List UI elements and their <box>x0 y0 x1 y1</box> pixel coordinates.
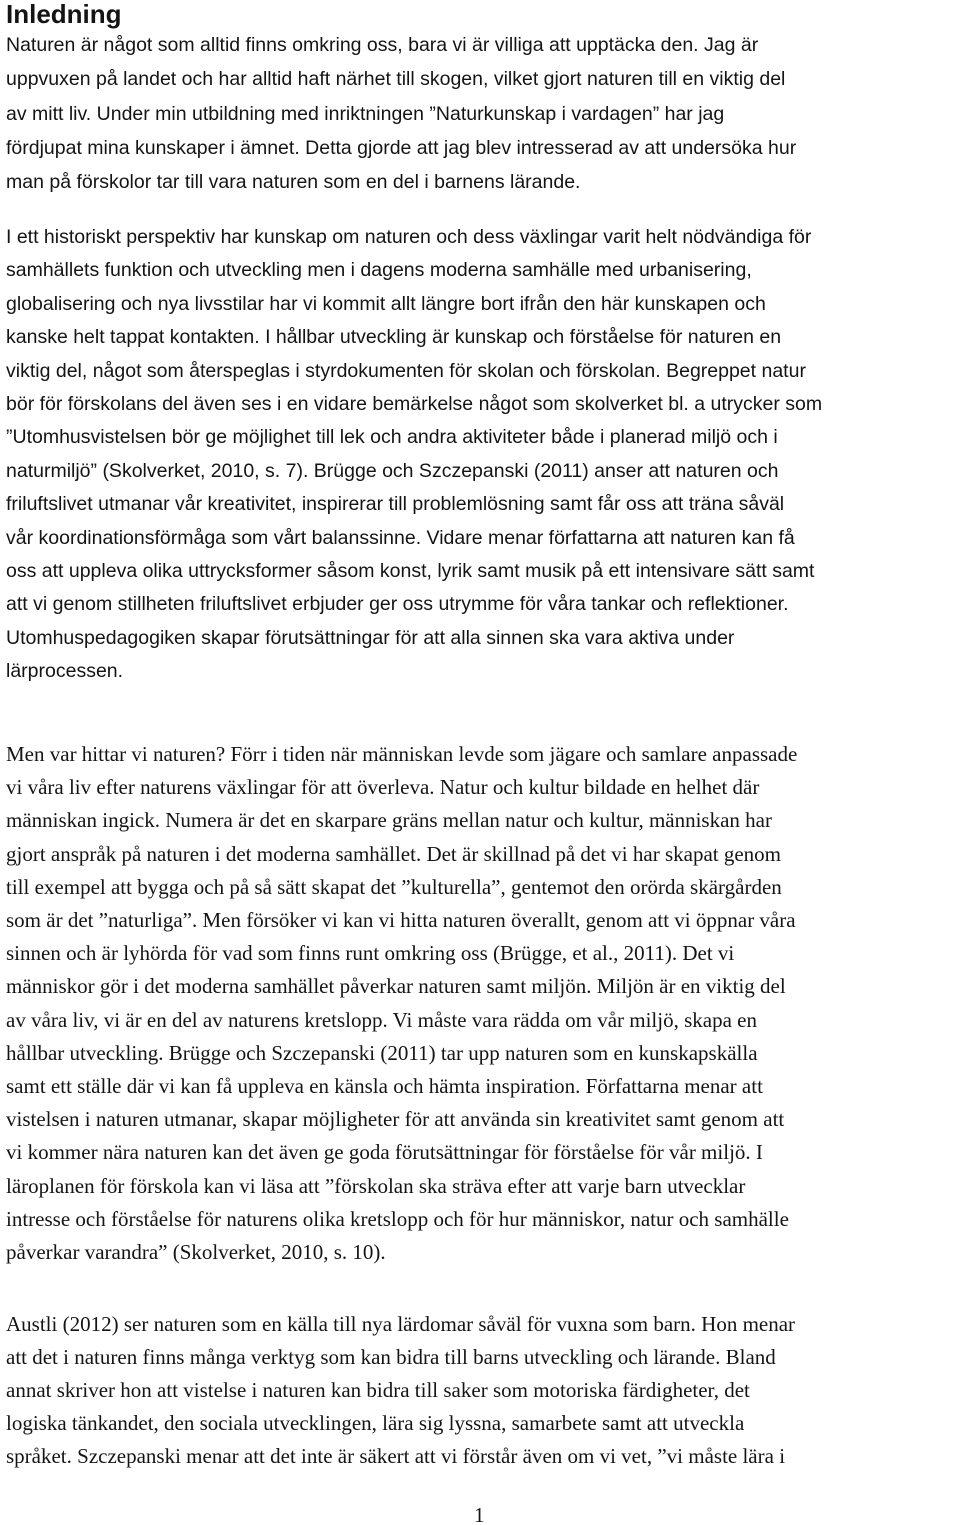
page-number: 1 <box>474 1503 485 1525</box>
text-line: naturmiljö” (Skolverket, 2010, s. 7). Brügge och Szczepanski (2011) anser att naturen och <box>6 459 779 482</box>
text-line: gjort anspråk på naturen i det moderna samhället. Det är skillnad på det vi har skapat genom <box>6 841 782 866</box>
text-line: lärprocessen. <box>6 660 124 683</box>
text-line: intresse och förståelse för naturens olika kretslopp och för hur människor, natur och samhälle <box>6 1206 789 1231</box>
text-line: av våra liv, vi är en del av naturens kretslopp. Vi måste vara rädda om vår miljö, skapa en <box>6 1007 757 1032</box>
text-line: kanske helt tappat kontakten. I hållbar utveckling är kunskap och förståelse för naturen en <box>6 326 782 349</box>
text-line: man på förskolor tar till vara naturen som en del i barnens lärande. <box>6 171 581 193</box>
text-line: viktig del, något som återspeglas i styrdokumenten för skolan och förskolan. Begreppet natur <box>6 359 806 382</box>
text-line: sinnen och är lyhörda för vad som finns runt omkring oss (Brügge, et al., 2011). Det vi <box>6 941 735 966</box>
text-line: uppvuxen på landet och har alltid haft närhet till skogen, vilket gjort naturen till en viktig del <box>6 68 786 91</box>
text-line: påverkar varandra” (Skolverket, 2010, s. 10). <box>6 1240 386 1264</box>
text-line: vi våra liv efter naturens växlingar för att överleva. Natur och kultur bildade en helhet där <box>6 775 760 800</box>
text-line: globalisering och nya livsstilar har vi kommit allt längre bort ifrån den här kunskapen och <box>6 292 766 315</box>
text-line: vistelsen i naturen utmanar, skapar möjligheter för att använda sin kreativitet samt genom att <box>6 1107 785 1132</box>
text-line: logiska tänkandet, den sociala utvecklingen, lära sig lyssna, samarbete samt att utveckla <box>6 1411 745 1436</box>
text-line: Austli (2012) ser naturen som en källa till nya lärdomar såväl för vuxna som barn. Hon menar <box>6 1312 796 1336</box>
text-line: läroplanen för förskola kan vi läsa att ”förskolan ska sträva efter att varje barn utvecklar <box>6 1173 746 1198</box>
text-line: att det i naturen finns många verktyg som kan bidra till barns utveckling och lärande. Bland <box>6 1345 776 1370</box>
text-line: fördjupat mina kunskaper i ämnet. Detta gjorde att jag blev intresserad av att undersöka hur <box>6 136 797 159</box>
text-line: samt ett ställe där vi kan få uppleva en känsla och hämta inspiration. Författarna menar att <box>6 1074 763 1098</box>
text-line: till exempel att bygga och på så sätt skapat det ”kulturella”, gentemot den orörda skärgården <box>6 874 782 899</box>
text-line: Men var hittar vi naturen? Förr i tiden när människan levde som jägare och samlare anpassade <box>6 742 798 766</box>
text-line: bör för förskolans del även ses i en vidare bemärkelse något som skolverket bl. a utrycker som <box>6 393 823 415</box>
text-line: Naturen är något som alltid finns omkring oss, bara vi är villiga att upptäcka den. Jag är <box>6 34 759 56</box>
text-line: oss att uppleva olika uttrycksformer såsom konst, lyrik samt musik på ett intensivare sätt samt <box>6 560 815 582</box>
section-heading: Inledning <box>6 0 122 29</box>
text-line: av mitt liv. Under min utbildning med inriktningen ”Naturkunskap i vardagen” har jag <box>6 102 725 125</box>
text-line: friluftslivet utmanar vår kreativitet, inspirerar till problemlösning samt får oss att träna såväl <box>6 493 785 516</box>
text-line: samhällets funktion och utveckling men i dagens moderna samhälle med urbanisering, <box>6 259 752 282</box>
text-line: språket. Szczepanski menar att det inte är säkert att vi förstår även om vi vet, ”vi måste lära i <box>6 1444 786 1469</box>
text-line: annat skriver hon att vistelse i naturen kan bidra till saker som motoriska färdigheter, det <box>6 1378 750 1403</box>
text-line: vår koordinationsförmåga som vårt balanssinne. Vidare menar författarna att naturen kan få <box>6 526 795 549</box>
text-line: att vi genom stillheten friluftslivet erbjuder ger oss utrymme för våra tankar och reflektioner. <box>6 593 789 616</box>
text-line: ”Utomhusvistelsen bör ge möjlighet till lek och andra aktiviteter både i planerad miljö och i <box>6 426 778 449</box>
text-line: vi kommer nära naturen kan det även ge goda förutsättningar för förståelse för vår miljö. I <box>6 1140 763 1165</box>
text-line: som är det ”naturliga”. Men försöker vi kan vi hitta naturen överallt, genom att vi öppnar våra <box>6 908 796 932</box>
text-line: Utomhuspedagogiken skapar förutsättningar för att alla sinnen ska vara aktiva under <box>6 626 735 649</box>
text-line: I ett historiskt perspektiv har kunskap om naturen och dess växlingar varit helt nödvändiga för <box>6 226 812 248</box>
text-line: människor gör i det moderna samhället påverkar naturen samt miljön. Miljön är en viktig del <box>6 974 786 999</box>
text-line: människan ingick. Numera är det en skarpare gräns mellan natur och kultur, människan har <box>6 808 772 833</box>
text-line: hållbar utveckling. Brügge och Szczepanski (2011) tar upp naturen som en kunskapskälla <box>6 1040 758 1065</box>
